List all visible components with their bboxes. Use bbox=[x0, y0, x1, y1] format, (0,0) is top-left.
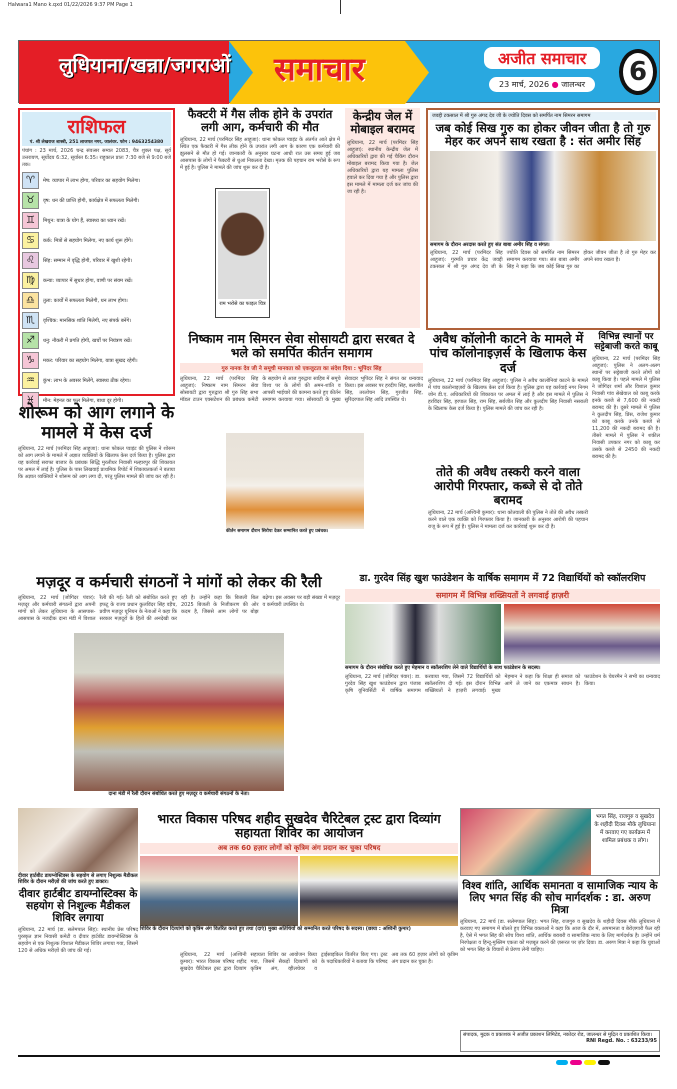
headline: अवैध कॉलोनी काटने के मामले में पांच कॉलोनाइज़र्स के खिलाफ केस दर्ज bbox=[429, 331, 587, 375]
scorpio-icon: ♏ bbox=[22, 312, 39, 329]
parrot-article bbox=[428, 466, 588, 566]
photo-frame bbox=[215, 188, 270, 318]
sign-text: कुंभ: लाभ के अवसर मिलेंगे, स्वास्थ्य ठीक रहेगा। bbox=[43, 377, 131, 384]
sign-text: वृष: धन की प्राप्ति होगी, कार्यक्षेत्र में सफलता मिलेगी। bbox=[43, 197, 140, 204]
martyrs-day-photo bbox=[461, 809, 591, 875]
panchang: पंचांग : 23 मार्च, 2026 चन्द्र संवत्सर सम्वत 2083, चैत्र शुक्ल पक्ष, सूर्य उत्तरायण, सूर्योदय 6:32, सूर्यास्त 6:35। राहुकाल प्रातः 7:30 बजे से 9:00 बजे तक। bbox=[22, 148, 171, 168]
rashifal-title: राशिफल bbox=[67, 116, 126, 138]
taurus-icon: ♉ bbox=[22, 192, 39, 209]
photo-caption: राम भरोसे का फाइल चित्र bbox=[219, 301, 266, 307]
kirtan-photo bbox=[226, 433, 364, 529]
sign-text: मेष: व्यापार में लाभ होगा, परिवार का सहयोग मिलेगा। bbox=[43, 177, 141, 184]
sagittarius-icon: ♐ bbox=[22, 332, 39, 349]
photo-caption: समागम के दौरान अरदास करते हुए संत बाबा अमीर सिंह व संगत। bbox=[430, 242, 550, 249]
kirtan-photo-frame bbox=[225, 432, 365, 542]
page-banner bbox=[18, 40, 660, 103]
sign-item bbox=[22, 372, 171, 389]
crop-mark bbox=[340, 0, 341, 14]
headline: दीवार हार्टबीट डायग्नोस्टिक्स के सहयोग से निशुल्क मैडीकल शिविर लगाया bbox=[18, 888, 138, 925]
color-registration-marks bbox=[556, 1060, 610, 1065]
sign-item bbox=[22, 332, 171, 349]
rally-photo bbox=[74, 633, 284, 791]
sign-item bbox=[22, 172, 171, 189]
aries-icon: ♈ bbox=[22, 172, 39, 189]
cancer-icon: ♋ bbox=[22, 232, 39, 249]
headline: फैक्टरी में गैस लीक होने के उपरांत लगी आग, कर्मचारी की मौत bbox=[187, 107, 333, 135]
city: जालन्धर bbox=[561, 80, 586, 89]
aquarius-icon: ♒ bbox=[22, 372, 39, 389]
sign-item bbox=[22, 232, 171, 249]
sign-item bbox=[22, 312, 171, 329]
sign-item bbox=[22, 352, 171, 369]
headline: निष्काम नाम सिमरन सेवा सोसायटी द्वारा सरबत दे भले को समर्पित कीर्तन समागम bbox=[188, 331, 415, 361]
headline: विभिन्न स्थानों पर सट्टेबाजी करते काबू bbox=[594, 332, 658, 353]
subheadline: अब तक 60 हज़ार लोगों को कृत्रिम अंग प्रदान कर चुका परिषद bbox=[140, 843, 458, 854]
article-body: लुधियाना, 22 मार्च (डा. सलेमपाल सिंह): भगत सिंह, राजगुरु व सुखदेव के शहीदी दिवस मौके लुधियाना में करवाए गए समागम में बोलते हुए विभिन्न वक्ताओं ने कहा कि आज के दौर में, अपमानता व बेरोज़गारी फैल रही है, ऐसे में भगत सिंह की सोच विश्व शांति, आर्थिक बराबरी व सामाजिक न्याय के लिए मार्गदर्शक है। उन्होंने धर्म निरपेक्षता व हिन्दू-मुस्लिम एकता को मज़बूत करने की ज़रूरत पर ज़ोर दिया। डा. अरुण मित्रा ने कहा कि युवाओं को भगत सिंह के विचारों से प्रेरणा लेनी चाहिए। bbox=[460, 919, 660, 954]
headline: मज़दूर व कर्मचारी संगठनों ने मांगों को लेकर की रैली bbox=[36, 573, 322, 591]
headline: शोरूम को आग लगाने के मामले में केस दर्ज bbox=[18, 403, 175, 443]
article-body: लुधियाना, 22 मार्च (परमिंदर सिंह आहूजा): पुलिस ने अवैध कालोनियां काटने के मामले में पांच कालोनाइज़रों के खिलाफ केस दर्ज किया है। पुलिस द्वारा यह कार्रवाई नगर निगम जोन डी.ए. अधिकारियों की शिकायत पर अमल में लाई है और इस मामले में पुलिस ने हरविंदर सिंह, हरपाल सिंह, राम सिंह, सर्बजीत सिंह और कुलदीप सिंह निवासी नसराली के खिलाफ केस दर्ज किया है। पुलिस मामले की जांच कर रही है। bbox=[428, 378, 588, 413]
black-mark bbox=[598, 1060, 610, 1065]
amir-singh-article bbox=[426, 108, 660, 330]
sign-text: मिथुन: यात्रा के योग हैं, स्वास्थ्य का ध्यान रखें। bbox=[43, 217, 126, 224]
sign-text: कर्क: मित्रों से सहयोग मिलेगा, नए कार्य शुरू होंगे। bbox=[43, 237, 133, 244]
capricorn-icon: ♑ bbox=[22, 352, 39, 369]
medical-camp-article bbox=[18, 808, 138, 1038]
kirtan-article bbox=[180, 332, 423, 567]
article-body: लुधियाना, 22 मार्च (जोगिंदर पंवार): मज़दूर और कर्मचारी संगठनों द्वारा अपनी मांगों को लेकर लुधियाना के आसपास-आसपास के नजदीक दाना मंडी में विशाल रैली की गई। रैली को संबोधित करते हुए इफटू के राज्य प्रधान कुलविंदर सिंह वड़ैच, प्रवीण मज़दूर यूनियन के नेताओं ने कहा कि सरकार मज़दूरों के हितों की अनदेखी कर रही है। उन्होंने कहा कि बिजली बिल 2025 बिजली के निजीकरण की ओर कदम है, जिससे आम लोगों पर बोझ बढ़ेगा। इस अवसर पर बड़ी संख्या में मज़दूर व कर्मचारी उपस्थित थे। bbox=[18, 595, 340, 623]
bhagat-singh-article bbox=[460, 880, 660, 1028]
sign-text: वृश्चिक: मानसिक शांति मिलेगी, नए संपर्क बनेंगे। bbox=[43, 317, 132, 324]
rashifal-header bbox=[22, 112, 171, 146]
headline: डा. गुरदेव सिंह खुश फाउंडेशन के वार्षिक समागम में 72 विद्यार्थियों को स्कॉलरशिप bbox=[359, 573, 646, 584]
photo-caption: दाना मंडी में रैली दौरान संबोधित करते हुए मज़दूर व कर्मचारी संगठनों के नेता। bbox=[108, 791, 250, 797]
banner-title: समाचार bbox=[274, 50, 365, 88]
photo-feature bbox=[460, 808, 660, 876]
headline: विश्व शांति, आर्थिक समानता व सामाजिक न्याय के लिए भगत सिंह की सोच मार्गदर्शक : डा. अरुण मित्रा bbox=[462, 880, 658, 917]
libra-icon: ♎ bbox=[22, 292, 39, 309]
photo-caption: भगत सिंह, राजगुरु व सुखदेव के शहीदी दिवस मौके लुधियाना में करवाए गए कार्यक्रम में शामिल प्रबंधक व लोग। bbox=[594, 814, 656, 844]
portrait-photo bbox=[218, 191, 267, 299]
medical-camp-photo bbox=[18, 808, 138, 872]
scholarship-article bbox=[345, 574, 660, 806]
article-body: लुधियाना, 22 मार्च (अश्विनी कुमार): थाना कोतवाली की पुलिस ने तोते की अवैध तस्करी करने वाले एक व्यक्ति को गिरफ्तार किया है। जानकारी के अनुसार आरोपी की पहचान राजू के रूप में हुई है। पुलिस ने मामला दर्ज कर कार्रवाई शुरू कर दी है। bbox=[428, 510, 588, 531]
headline: जब कोई सिख गुरु का होकर जीवन जीता है तो गुरु मेहर कर अपने साथ रखता है : संत अमीर सिंह bbox=[435, 121, 651, 149]
sign-item bbox=[22, 272, 171, 289]
virgo-icon: ♍ bbox=[22, 272, 39, 289]
article-body: लुधियाना, 22 मार्च (परमिंदर सिंह आहूजा): थाना फोकल प्वाइंट के अंतर्गत आते क्षेत्र में स्थित एक फैक्टरी में गैस लीक होने के उपरांत लगी आग के कारण एक कर्मचारी की झुलसने से मौत हो गई। जानकारी के अनुसार घटना आधी रात उस समय हुई जब आसपास के लोगों ने फैक्टरी से धुआं निकलता देखा। मृतक की पहचान राम भरोसे के रूप में हुई है। पुलिस ने मामले की जांच शुरू कर दी है। bbox=[180, 137, 340, 172]
sign-text: कन्या: व्यापार में सुधार होगा, वाणी पर संयम रखें। bbox=[43, 277, 133, 284]
article-body: लुधियाना, 22 मार्च (डा. सलेमपाल सिंह): स्थानीय प्रेस परिषद पुरस्कृत ज्ञान निवासी कमेटी व दीवार हार्टबीट डायग्नोस्टिक्स के सहयोग से एक निशुल्क विशाल मैडीकल शिविर लगाया गया, जिसमें 120 से अधिक मरीज़ों की जांच की गई। bbox=[18, 927, 138, 955]
sign-text: सिंह: सम्मान में वृद्धि होगी, परिवार में खुशी रहेगी। bbox=[43, 257, 133, 264]
factory-article bbox=[180, 108, 340, 326]
samagam-photo bbox=[430, 151, 656, 241]
bvp-article-body: लुधियाना, 22 मार्च (अश्विनी कुमार): भारत विकास परिषद शहीद सुखदेव चैरिटेबल ट्रस्ट द्वारा दिव्यांग सहायता शिविर का आयोजन किया गया, जिसमें सैकड़ों दिव्यांगों को कृत्रिम अंग, व्हीलचेयर व ट्राईसाइकिल वितरित किए गए। ट्रस्ट के पदाधिकारियों ने बताया कि परिषद अब तक 60 हज़ार लोगों को कृत्रिम अंग प्रदान कर चुका है। bbox=[180, 952, 458, 972]
headline: तोते की अवैध तस्करी करने वाला आरोपी गिरफ्तार, कब्जे से दो तोते बरामद bbox=[433, 465, 583, 507]
sign-item bbox=[22, 192, 171, 209]
event-photo-2 bbox=[504, 604, 660, 664]
sign-item bbox=[22, 292, 171, 309]
date: 23 मार्च, 2026 bbox=[499, 80, 550, 89]
colony-article bbox=[428, 332, 588, 462]
rally-article bbox=[18, 574, 340, 806]
rally-photo-frame bbox=[73, 632, 285, 804]
sign-list bbox=[22, 172, 171, 409]
section-title: लुधियाना/खन्ना/जगराओं bbox=[59, 53, 231, 77]
showroom-article bbox=[18, 404, 175, 566]
article-body: लुधियाना, 22 मार्च (परमिंदर सिंह आहूजा): गुरमति प्रचार केंद्र जवद्दी टकसाल में श्री गुरु अंगद देव जी के ज्योति दिवस को समर्पित नाम सिमरन समागम करवाया गया। संत बाबा अमीर सिंह ने कहा कि जब कोई सिख गुरु का होकर जीवन जीता है तो गुरु मेहर कर अपने साथ रखता है। bbox=[430, 250, 656, 271]
rashifal-box bbox=[18, 108, 175, 406]
article-body: लुधियाना, 22 मार्च (परमिंदर सिंह आहूजा): स्थानीय केन्द्रीय जेल में अधिकारियों द्वारा की गई चैकिंग दौरान मोबाइल बरामद किया गया है। जेल अधिकारियों द्वारा यह मामला पुलिस हवाले कर दिया गया है और पुलिस द्वारा इस मामले में मामला दर्ज कर जांच की जा रही है। bbox=[347, 140, 418, 196]
rni-number: RNI Regd. No. : 63233/95 bbox=[586, 1038, 657, 1044]
article-body: लुधियाना, 22 मार्च (परमिंदर सिंह आहूजा): पुलिस ने अलग-अलग स्थानों पर सट्टेबाजी करते लोगों को काबू किया है। पहले मामले में पुलिस ने जोगिंदर शर्मा और विशाल कुमार निवासी गांव सेखेवाल को काबू करके इनके कब्जे से 7,600 की नकदी बरामद की है। दूसरे मामले में पुलिस ने कुलदीप सिंह, प्रिंस, राजेश कुमार को काबू करके उनके कब्जे से 11,200 की नकदी बरामद की है। तीसरे मामले में पुलिस ने शकील निवासी उपकार नगर को काबू कर उसके कब्जे से 2450 की नकदी बरामद की है। bbox=[592, 355, 660, 460]
betting-article bbox=[592, 332, 660, 567]
yellow-mark bbox=[584, 1060, 596, 1065]
event-photo-1 bbox=[345, 604, 501, 664]
pisces-icon: ♓ bbox=[22, 392, 39, 409]
leo-icon: ♌ bbox=[22, 252, 39, 269]
photo-caption: कीर्तन समागम दौरान सिरोपा देकर सम्मानित करते हुए प्रबंधक। bbox=[226, 529, 329, 534]
subheadline: समागम में विभिन्न शख्सियतों ने लगवाई हाज़री bbox=[345, 589, 660, 602]
photo-caption: शिविर के दौरान दिव्यांगों को कृत्रिम अंग वितरित करते हुए तथा (दाएं) मुख्य अतिथियों को सम्मानित करते परिषद के सदस्य। (छाया : अश्विनी कुमार) bbox=[140, 925, 411, 932]
article-body: लुधियाना, 22 मार्च (जोगिंदर पंवार): डा. गुरदेव सिंह खुश फाउंडेशन द्वारा पंजाब कृषि यूनिवर्सिटी में वार्षिक समागम करवाया गया, जिसमें 72 विद्यार्थियों को स्कॉलरशिप दी गई। इस दौरान विभिन्न शख्सियतों ने हाज़री लगवाई। मुख्य मेहमान ने कहा कि शिक्षा ही समाज को आगे ले जाने का एकमात्र साधन है। फाउंडेशन के चेयरमैन ने सभी का धन्यवाद किया। bbox=[345, 673, 660, 694]
article-body: लुधियाना, 22 मार्च (परमिंदर सिंह आहूजा): निष्काम नाम सिमरन सेवा सोसायटी द्वारा गुरुद्वारा श्री गुरु सिंह सभा मॉडल टाउन एक्सटेंशन की प्रबंधक कमेटी के सहयोग से आज गुरुद्वारा साहिब में समूचे विश्व पर के लोगों की अमन-शांति व आपसी भाईचारे की कामना करते हुए कीर्तन समागम करवाया गया। सोसायटी के मुख्य सेवादार भूपिंदर सिंह ने संगत का धन्यवाद किया। इस अवसर पर हरदीप सिंह, बलजीत सिंह, तरलोचन सिंह, गुरजीत सिंह, सुरिंदरपाल सिंह आदि उपस्थित थे। bbox=[180, 375, 423, 403]
gemini-icon: ♊ bbox=[22, 212, 39, 229]
headline: भारत विकास परिषद शहीद सुखदेव चैरिटेबल ट्रस्ट द्वारा दिव्यांग सहायता शिविर का आयोजन bbox=[157, 811, 441, 841]
article-body: लुधियाना, 22 मार्च (परमिंदर सिंह आहूजा): थाना फोकल प्वाइंट की पुलिस ने शोरूम को आग लगाने के मामले में अज्ञात व्यक्तियों के खिलाफ केस दर्ज किया है। पुलिस द्वारा यह कार्रवाई सराफा बाजार के प्रबंधक सिद्धि मुरलीधर निवासी मल्हारपुर की शिकायत पर अमल में लाई है। पुलिस के पास लिखवाई प्राथमिक रिपोर्ट में शिकायतकर्ता ने बताया कि अज्ञात व्यक्तियों ने शोरूम को आग लगा दी, परंतु पुलिस मामले की जांच कर रही है। bbox=[18, 446, 175, 481]
astrologer-line: पं. श्री लेखराज शास्त्री, 251 लाजपत नगर, जालंधर. फोन : 9463254380 bbox=[29, 140, 164, 145]
sign-text: तुला: कार्यों में सफलता मिलेगी, धन लाभ होगा। bbox=[43, 297, 128, 304]
date-line: 23 मार्च, 2026 ● जालन्धर bbox=[489, 77, 595, 92]
sign-item bbox=[22, 252, 171, 269]
magenta-mark bbox=[570, 1060, 582, 1065]
camp-photo-2 bbox=[300, 856, 458, 926]
imprint bbox=[460, 1030, 660, 1052]
sign-text: मकर: परिवार का सहयोग मिलेगा, यात्रा सुखद रहेगी। bbox=[43, 357, 138, 364]
sign-item bbox=[22, 212, 171, 229]
print-slug: Halwara1 Mano k.qxd 01/22/2026 9:37 PM Page 1 bbox=[8, 2, 133, 8]
imprint-text: संपादक, मुद्रक व प्रकाशक ने अजीत प्रकाशन लिमिटेड, नकोदर रोड, जालन्धर से मुद्रित व प्रकाशित किया। bbox=[463, 1032, 653, 1038]
footer-rule bbox=[18, 1055, 660, 1057]
photo-caption: दीवार हार्टबीट डायग्नोस्टिक्स के सहयोग से लगाए निशुल्क मैडीकल शिविर के दौरान मरीज़ों की जांच करते हुए डाक्टर। bbox=[18, 873, 138, 885]
bvp-article bbox=[140, 812, 458, 952]
camp-photo-1 bbox=[140, 856, 298, 926]
headline: केन्द्रीय जेल में मोबाइल बरामद bbox=[350, 109, 415, 137]
jail-article bbox=[345, 108, 420, 328]
page-number: 6 bbox=[619, 49, 657, 95]
sign-text: धनु: नौकरी में प्रगति होगी, खर्चों पर नियंत्रण रखें। bbox=[43, 337, 132, 344]
newspaper-name: अजीत समाचार bbox=[484, 47, 600, 69]
photo-caption: समागम के दौरान संबोधित करते हुए मेहमान व स्कॉलरशिप लेने वाले विद्यार्थियों के साथ फाउंडेशन के सदस्य। bbox=[345, 664, 541, 671]
cyan-mark bbox=[556, 1060, 568, 1065]
subheadline: गुरु नानक देव जी ने समूची मानवता को एकजुटता का संदेश दिया : भूपिंदर सिंह bbox=[180, 363, 423, 373]
kicker: जवद्दी टकसाल में श्री गुरु अंगद देव जी के ज्योति दिवस को समर्पित नाम सिमरन समागम bbox=[430, 112, 656, 120]
sign-text: मीन: मेहनत का फल मिलेगा, बाधा दूर होगी। bbox=[43, 397, 124, 404]
